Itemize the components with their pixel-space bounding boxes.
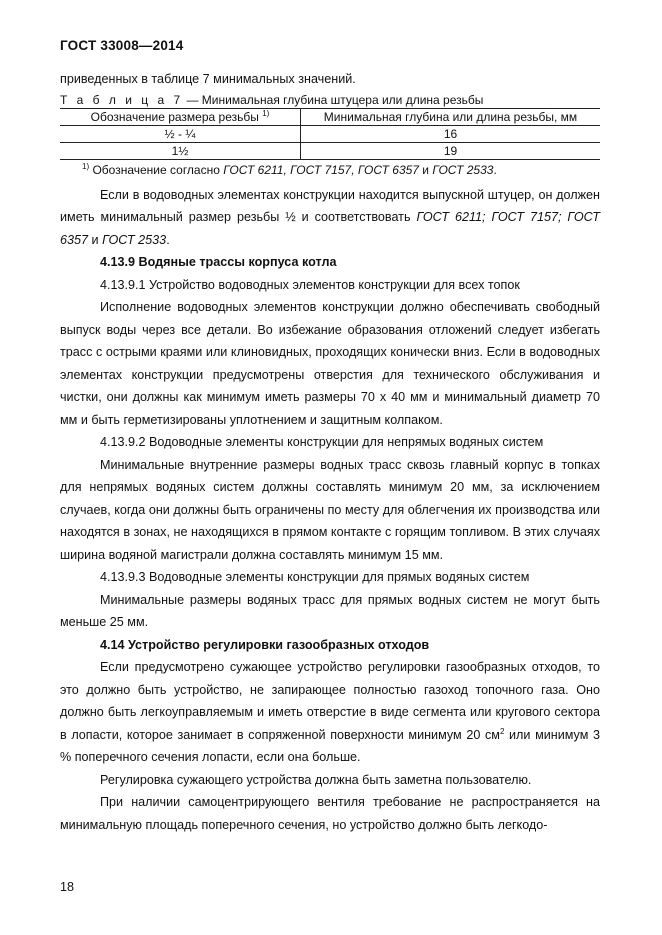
table-cell-size: ½ - ¼ bbox=[60, 125, 301, 142]
section-heading-4-14: 4.14 Устройство регулировки газообразных отходов bbox=[100, 637, 430, 652]
paragraph-4-14-3: При наличии самоцентрирующего вентиля требование не распространяется на минимальную площадь поперечного сечения, но устройство должно быть легкодо- bbox=[60, 795, 600, 832]
page-content bbox=[60, 68, 600, 836]
paragraph-4-14-2: Регулировка сужающего устройства должна быть заметна пользователю. bbox=[100, 772, 532, 787]
footnote-mark: 1) bbox=[262, 108, 270, 118]
intro-line: приведенных в таблице 7 минимальных значений. bbox=[60, 72, 356, 86]
table-caption-label: Т а б л и ц а 7 bbox=[60, 92, 184, 107]
page-number: 18 bbox=[60, 880, 75, 894]
section-heading-4-13-9-1: 4.13.9.1 Устройство водоводных элементов конструкции для всех топок bbox=[100, 277, 520, 292]
paragraph-4-13-9-2: Минимальные внутренние размеры водных трасс сквозь главный корпус в топках для непрямых водяных систем должны составлять минимум 20 мм, за исключением случаев, когда они должны быть ограничены по месту для облегчения их производства или находятся в зонах, не находящихся в прямом контакте с горящим топливом. В этих случаях ширина водяной магистрали должна составлять минимум 15 мм. bbox=[60, 457, 600, 562]
table-footnote: $^{1)}$ Обозначение согласно ГОСТ 6211, ГОСТ 7157, ГОСТ 6357 и ГОСТ 2533. bbox=[82, 161, 497, 177]
table-caption-text: — Минимальная глубина штуцера или длина резьбы bbox=[183, 92, 484, 107]
paragraph-4-14-1: Если предусмотрено сужающее устройство регулировки газообразных отходов, то это должно быть устройство, не запирающее полностью газоход топочного газа. Оно должно быть легкоуправляемым и иметь отверстие в виде сегмента или кругового сектора в лопасти, которое занимает в сопряженной поверхности минимум 20 $см^2$ или минимум 3 % поперечного сечения лопасти, если она больше. bbox=[60, 660, 600, 764]
table-cell-size: 1½ bbox=[60, 142, 301, 159]
table-row bbox=[60, 142, 600, 159]
table-7 bbox=[60, 108, 600, 160]
table-header-thread-size: Обозначение размера резьбы $^{1)}$ bbox=[60, 108, 301, 125]
table-header-depth: Минимальная глубина или длина резьбы, мм bbox=[323, 109, 578, 124]
section-heading-4-13-9-2: 4.13.9.2 Водоводные элементы конструкции для непрямых водяных систем bbox=[100, 435, 544, 449]
table-caption bbox=[60, 93, 600, 107]
paragraph-outlet: Если в водоводных элементах конструкции находится выпускной штуцер, он должен иметь минимальный размер резьбы ½ и соответствовать ГОСТ 6211; ГОСТ 7157; ГОСТ 6357 и ГОСТ 2533. bbox=[60, 187, 600, 247]
table-cell-depth: 19 bbox=[443, 143, 458, 158]
table-cell-depth: 16 bbox=[443, 126, 458, 141]
table-row bbox=[60, 125, 600, 142]
section-heading-4-13-9: 4.13.9 Водяные трассы корпуса котла bbox=[100, 255, 337, 269]
section-heading-4-13-9-3: 4.13.9.3 Водоводные элементы конструкции для прямых водяных систем bbox=[100, 570, 530, 584]
paragraph-4-13-9-3: Минимальные размеры водяных трасс для прямых водных систем не могут быть меньше 25 мм. bbox=[60, 592, 600, 629]
paragraph-4-13-9-1: Исполнение водоводных элементов конструкции должно обеспечивать свободный выпуск воды через все детали. Во избежание образования отложений следует избегать трасс с острыми краями или клиновидных, проходящих конически вниз. Если в водоводных элементах конструкции предусмотрены отверстия для технического обслуживания и чистки, они должны как минимум иметь размеры 70 х 40 мм и минимальный диаметр 70 мм и быть герметизированы уплотнением и защитным колпаком. bbox=[60, 300, 600, 427]
superscript-2: 2 bbox=[499, 726, 505, 736]
table-header-row bbox=[60, 108, 600, 125]
document-header: ГОСТ 33008—2014 bbox=[60, 38, 184, 53]
footnote-mark: 1) bbox=[82, 161, 90, 171]
